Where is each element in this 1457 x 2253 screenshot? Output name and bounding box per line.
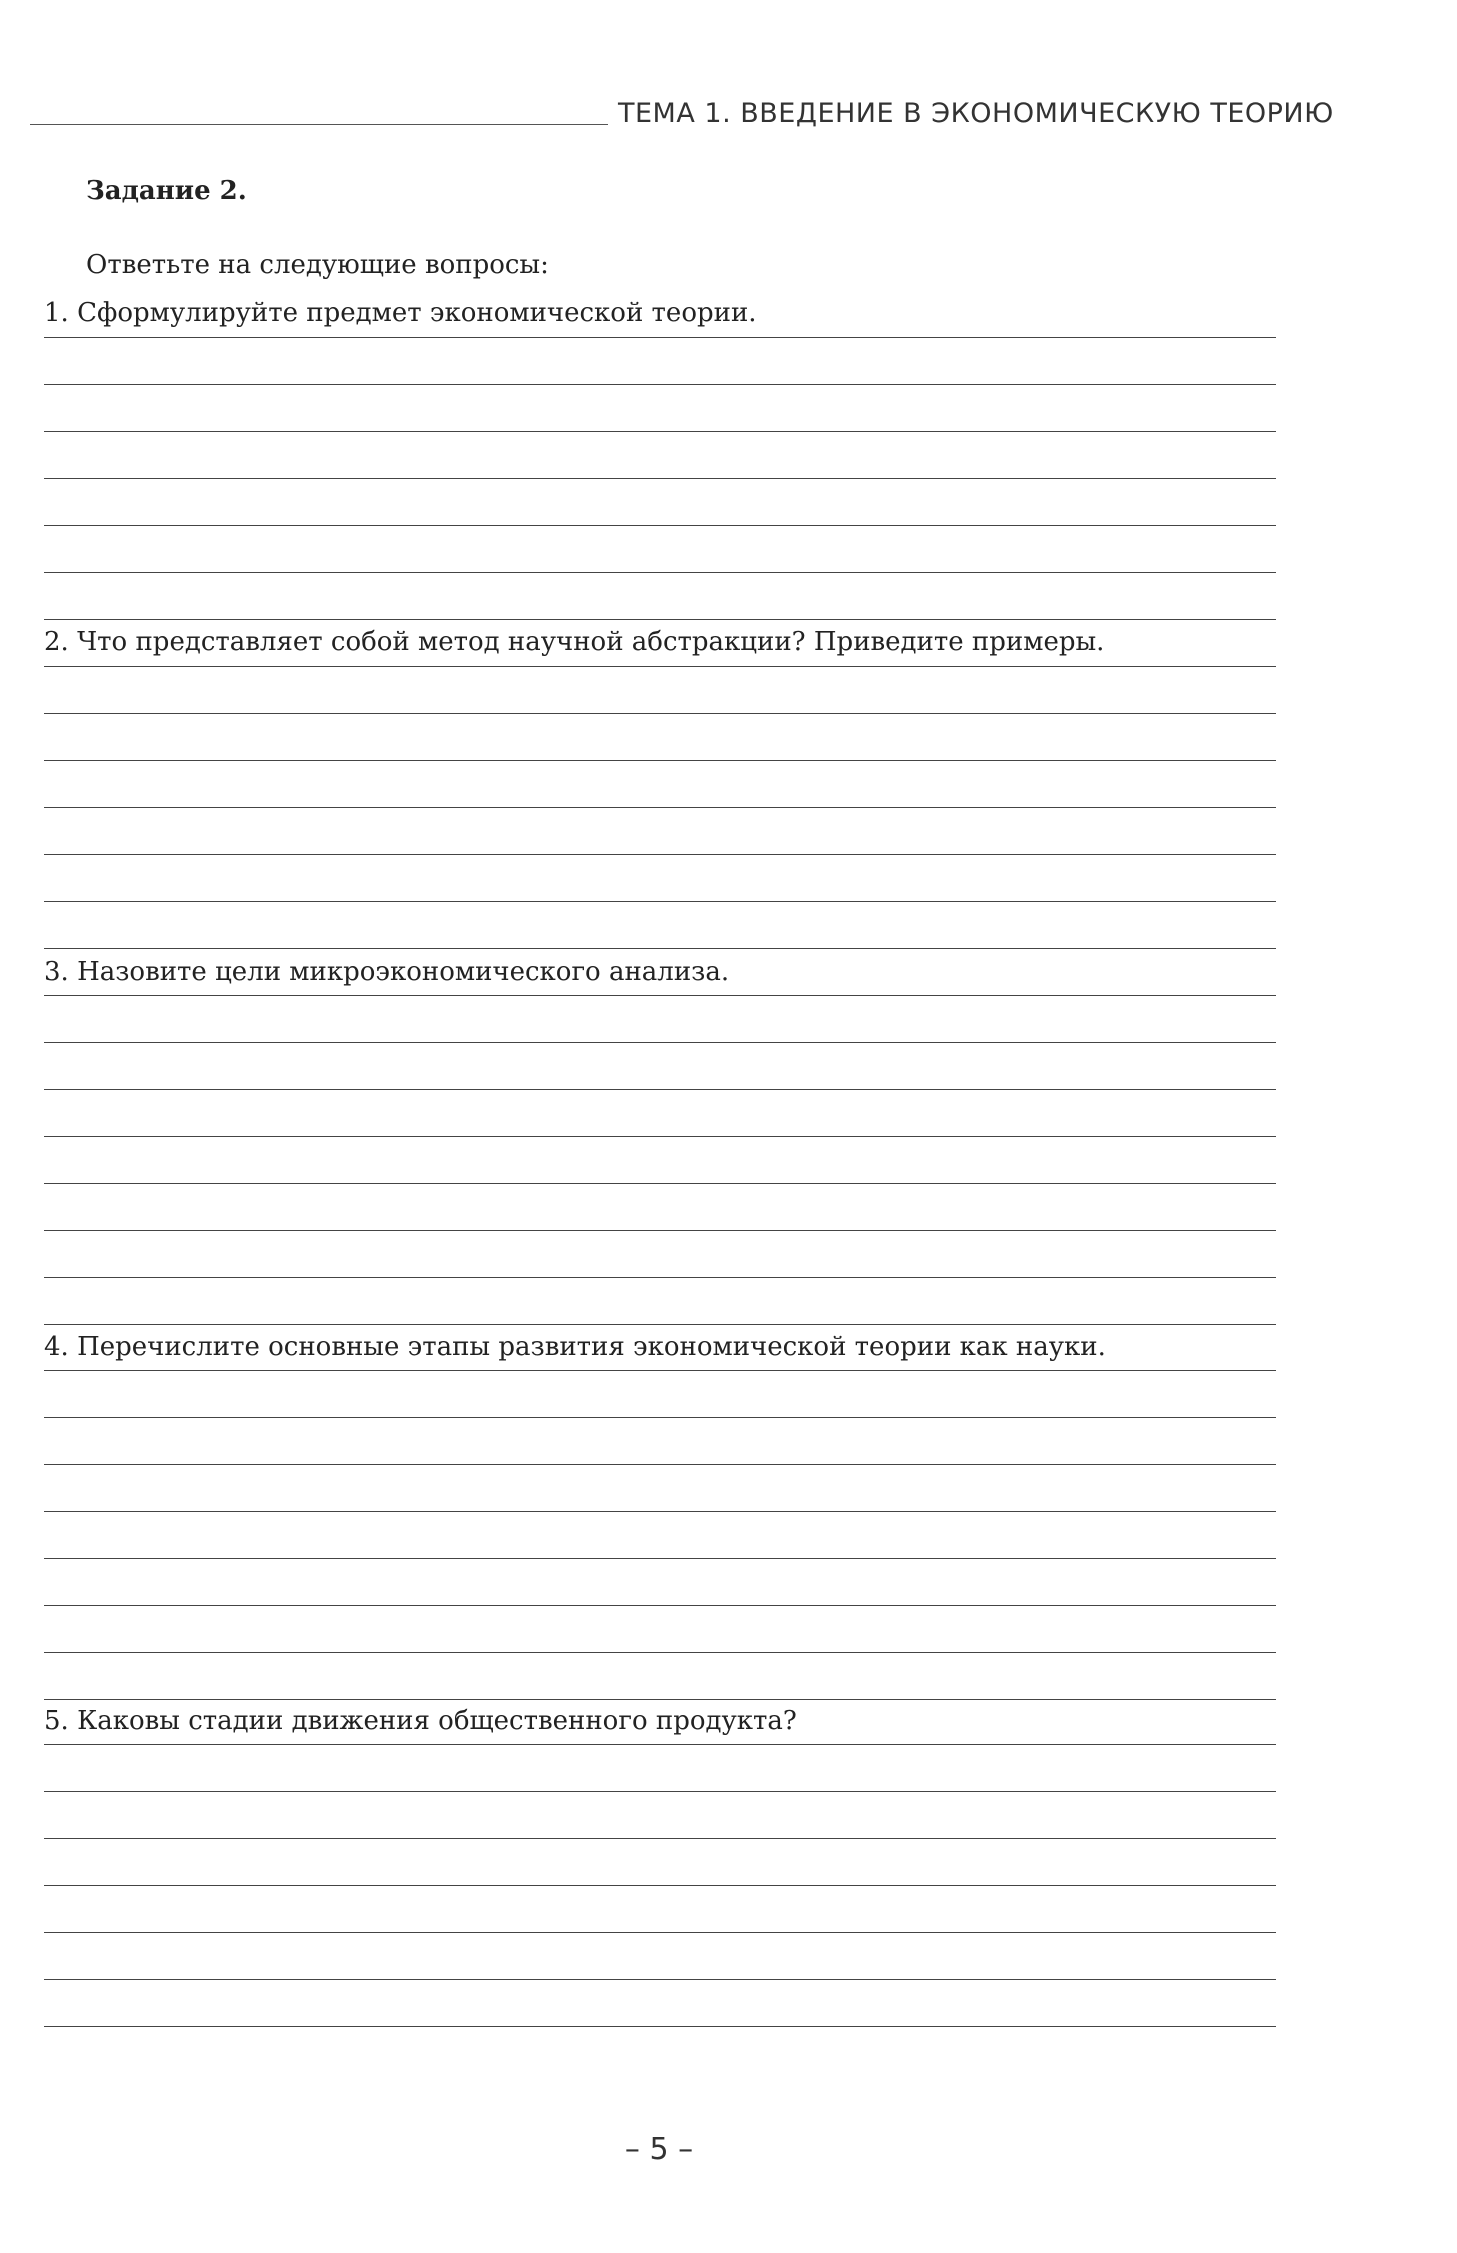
answer-line[interactable]: [44, 1042, 1276, 1043]
answer-line[interactable]: [44, 1838, 1276, 1839]
question-2: 2. Что представляет собой метод научной абстракции? Приведите примеры.: [44, 627, 1105, 657]
answer-line[interactable]: [44, 1652, 1276, 1653]
task-intro: Ответьте на следующие вопросы:: [86, 250, 549, 280]
answer-line[interactable]: [44, 1979, 1276, 1980]
answer-line[interactable]: [44, 1183, 1276, 1184]
answer-line[interactable]: [44, 854, 1276, 855]
answer-line[interactable]: [44, 807, 1276, 808]
answer-line[interactable]: [44, 1511, 1276, 1512]
answer-line[interactable]: [44, 384, 1276, 385]
answer-line[interactable]: [44, 1558, 1276, 1559]
question-4: 4. Перечислите основные этапы развития экономической теории как науки.: [44, 1332, 1106, 1362]
answer-line[interactable]: [44, 1324, 1276, 1325]
answer-line[interactable]: [44, 619, 1276, 620]
answer-line[interactable]: [44, 1370, 1276, 1371]
answer-line[interactable]: [44, 1464, 1276, 1465]
answer-line[interactable]: [44, 1417, 1276, 1418]
answer-line[interactable]: [44, 1699, 1276, 1700]
answer-line[interactable]: [44, 431, 1276, 432]
answer-line[interactable]: [44, 2026, 1276, 2027]
answer-line[interactable]: [44, 760, 1276, 761]
task-title: Задание 2.: [86, 176, 247, 206]
header-rule: [30, 124, 608, 125]
answer-line[interactable]: [44, 478, 1276, 479]
answer-line[interactable]: [44, 1885, 1276, 1886]
page-number: – 5 –: [624, 2132, 694, 2167]
answer-line[interactable]: [44, 1605, 1276, 1606]
question-3: 3. Назовите цели микроэкономического анализа.: [44, 957, 730, 987]
answer-line[interactable]: [44, 1744, 1276, 1745]
answer-line[interactable]: [44, 1089, 1276, 1090]
running-header: ТЕМА 1. ВВЕДЕНИЕ В ЭКОНОМИЧЕСКУЮ ТЕОРИЮ: [618, 98, 1334, 129]
answer-line[interactable]: [44, 901, 1276, 902]
answer-line[interactable]: [44, 1277, 1276, 1278]
answer-line[interactable]: [44, 337, 1276, 338]
question-1: 1. Сформулируйте предмет экономической теории.: [44, 298, 757, 328]
answer-line[interactable]: [44, 1932, 1276, 1933]
answer-line[interactable]: [44, 1791, 1276, 1792]
answer-line[interactable]: [44, 525, 1276, 526]
answer-line[interactable]: [44, 1230, 1276, 1231]
answer-line[interactable]: [44, 1136, 1276, 1137]
answer-line[interactable]: [44, 995, 1276, 996]
answer-line[interactable]: [44, 713, 1276, 714]
question-5: 5. Каковы стадии движения общественного продукта?: [44, 1706, 797, 1736]
answer-line[interactable]: [44, 666, 1276, 667]
answer-line[interactable]: [44, 948, 1276, 949]
answer-line[interactable]: [44, 572, 1276, 573]
